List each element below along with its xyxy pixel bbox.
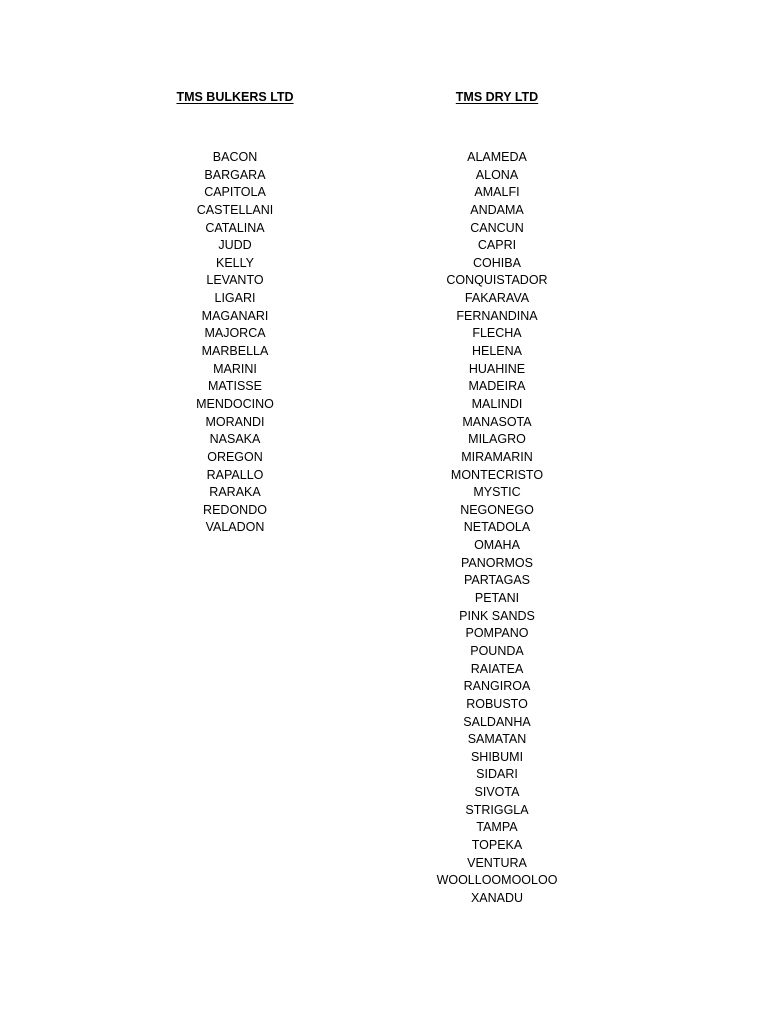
dry-vessel-item: PETANI bbox=[474, 591, 520, 606]
bulkers-vessel-item: OREGON bbox=[207, 449, 263, 464]
dry-vessel-list bbox=[397, 149, 597, 908]
dry-vessel-item: PINK SANDS bbox=[459, 608, 535, 623]
bulkers-vessel-item: MORANDI bbox=[205, 414, 265, 429]
dry-column bbox=[397, 89, 597, 908]
dry-vessel-item: POUNDA bbox=[470, 643, 524, 658]
dry-vessel-item: XANADU bbox=[470, 890, 524, 905]
dry-vessel-item: COHIBA bbox=[473, 255, 521, 270]
dry-vessel-item: CANCUN bbox=[470, 220, 524, 235]
bulkers-vessel-item: MAJORCA bbox=[204, 326, 266, 341]
bulkers-vessel-item: MARBELLA bbox=[201, 344, 269, 359]
bulkers-vessel-item: BACON bbox=[212, 150, 258, 164]
dry-vessel-item: RAIATEA bbox=[470, 661, 524, 676]
dry-vessel-item: SIDARI bbox=[476, 767, 518, 782]
dry-vessel-item: ALAMEDA bbox=[467, 150, 527, 164]
dry-vessel-item: SHIBUMI bbox=[470, 749, 524, 764]
dry-vessel-item: TOPEKA bbox=[471, 837, 523, 852]
bulkers-column bbox=[135, 89, 335, 537]
dry-vessel-item: MYSTIC bbox=[473, 485, 521, 500]
bulkers-vessel-item: RAPALLO bbox=[206, 467, 264, 482]
dry-vessel-item: MANASOTA bbox=[462, 414, 532, 429]
bulkers-vessel-item: REDONDO bbox=[203, 502, 267, 517]
dry-vessel-item: PARTAGAS bbox=[464, 573, 530, 588]
dry-vessel-item: NETADOLA bbox=[463, 520, 531, 535]
bulkers-vessel-item: LEVANTO bbox=[206, 273, 264, 288]
dry-vessel-item: WOOLLOOMOOLOO bbox=[436, 873, 558, 888]
bulkers-heading: TMS BULKERS LTD bbox=[176, 90, 294, 104]
dry-vessel-item: MADEIRA bbox=[468, 379, 526, 394]
bulkers-vessel-item: MENDOCINO bbox=[196, 396, 274, 411]
bulkers-vessel-item: MATISSE bbox=[208, 379, 262, 394]
bulkers-vessel-item: NASAKA bbox=[209, 432, 261, 447]
dry-vessel-item: ROBUSTO bbox=[466, 696, 528, 711]
bulkers-vessel-list bbox=[135, 149, 335, 537]
dry-vessel-item: CONQUISTADOR bbox=[446, 273, 548, 288]
dry-vessel-item: HELENA bbox=[471, 344, 523, 359]
bulkers-vessel-item: MAGANARI bbox=[201, 308, 269, 323]
dry-vessel-item: HUAHINE bbox=[468, 361, 526, 376]
bulkers-vessel-item: JUDD bbox=[218, 238, 252, 253]
dry-vessel-item: ANDAMA bbox=[470, 202, 524, 217]
bulkers-vessel-item: MARINI bbox=[213, 361, 257, 376]
dry-vessel-item: CAPRI bbox=[477, 238, 517, 253]
bulkers-vessel-item: BARGARA bbox=[204, 167, 266, 182]
dry-vessel-item: VENTURA bbox=[467, 855, 527, 870]
dry-heading: TMS DRY LTD bbox=[455, 90, 539, 104]
dry-vessel-item: TAMPA bbox=[476, 820, 518, 835]
dry-vessel-item: POMPANO bbox=[465, 626, 529, 641]
bulkers-vessel-item: CATALINA bbox=[205, 220, 265, 235]
dry-vessel-item: FLECHA bbox=[472, 326, 522, 341]
bulkers-vessel-item: CAPITOLA bbox=[204, 185, 266, 200]
bulkers-vessel-item: RARAKA bbox=[209, 485, 261, 500]
bulkers-vessel-item: KELLY bbox=[216, 255, 254, 270]
dry-vessel-item: SALDANHA bbox=[463, 714, 531, 729]
dry-vessel-item: MIRAMARIN bbox=[461, 449, 533, 464]
bulkers-vessel-item: LIGARI bbox=[214, 291, 256, 306]
dry-vessel-item: NEGONEGO bbox=[460, 502, 534, 517]
dry-vessel-item: OMAHA bbox=[474, 538, 520, 553]
dry-vessel-item: MONTECRISTO bbox=[450, 467, 544, 482]
dry-vessel-item: FAKARAVA bbox=[464, 291, 530, 306]
dry-vessel-item: RANGIROA bbox=[463, 679, 531, 694]
dry-vessel-item: AMALFI bbox=[474, 185, 520, 200]
bulkers-vessel-item: VALADON bbox=[205, 520, 265, 535]
dry-vessel-item: MILAGRO bbox=[468, 432, 526, 447]
dry-vessel-item: SAMATAN bbox=[467, 732, 527, 747]
dry-vessel-item: SIVOTA bbox=[474, 785, 520, 800]
dry-vessel-item: MALINDI bbox=[471, 396, 523, 411]
dry-vessel-item: PANORMOS bbox=[461, 555, 533, 570]
dry-vessel-item: FERNANDINA bbox=[456, 308, 538, 323]
dry-vessel-item: STRIGGLA bbox=[465, 802, 529, 817]
bulkers-vessel-item: CASTELLANI bbox=[196, 202, 274, 217]
dry-vessel-item: ALONA bbox=[475, 167, 519, 182]
